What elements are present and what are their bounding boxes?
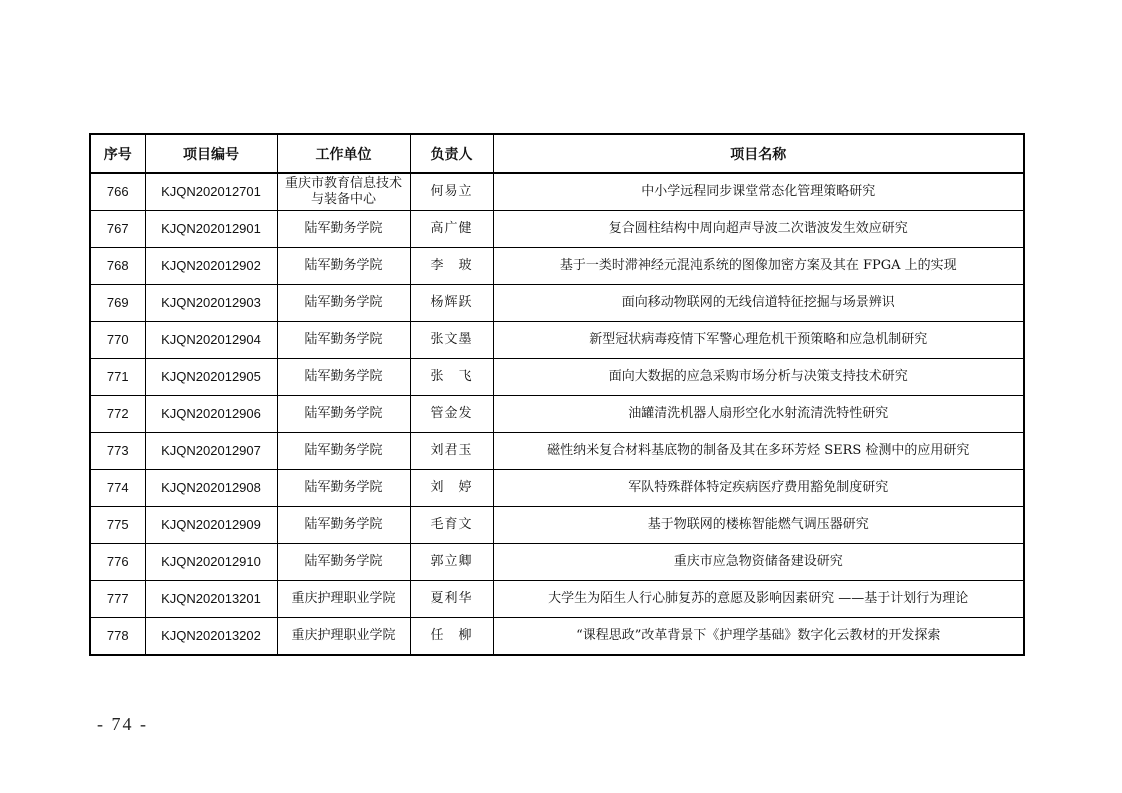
row-project-title: 新型冠状病毒疫情下军警心理危机干预策略和应急机制研究 bbox=[493, 322, 1024, 359]
row-project-code: KJQN202012901 bbox=[145, 211, 277, 248]
row-leader: 毛育文 bbox=[410, 507, 493, 544]
row-project-code: KJQN202012701 bbox=[145, 173, 277, 211]
table-row bbox=[90, 322, 1024, 359]
row-work-unit: 陆军勤务学院 bbox=[277, 433, 410, 470]
row-seq: 772 bbox=[90, 396, 145, 433]
row-leader: 张文墨 bbox=[410, 322, 493, 359]
row-leader: 杨辉跃 bbox=[410, 285, 493, 322]
table-row bbox=[90, 359, 1024, 396]
row-seq: 768 bbox=[90, 248, 145, 285]
row-seq: 769 bbox=[90, 285, 145, 322]
project-table bbox=[89, 133, 1025, 656]
row-work-unit: 重庆护理职业学院 bbox=[277, 618, 410, 656]
row-seq: 778 bbox=[90, 618, 145, 656]
row-leader: 管金发 bbox=[410, 396, 493, 433]
row-project-title: 中小学远程同步课堂常态化管理策略研究 bbox=[493, 173, 1024, 211]
header-seq: 序号 bbox=[90, 134, 145, 173]
row-work-unit: 陆军勤务学院 bbox=[277, 285, 410, 322]
header-project-code: 项目编号 bbox=[145, 134, 277, 173]
row-work-unit: 陆军勤务学院 bbox=[277, 359, 410, 396]
row-project-code: KJQN202013201 bbox=[145, 581, 277, 618]
row-project-title: 大学生为陌生人行心肺复苏的意愿及影响因素研究 ——基于计划行为理论 bbox=[493, 581, 1024, 618]
row-seq: 770 bbox=[90, 322, 145, 359]
header-leader: 负责人 bbox=[410, 134, 493, 173]
page-number: - 74 - bbox=[97, 714, 148, 734]
row-leader: 郭立卿 bbox=[410, 544, 493, 581]
table-row bbox=[90, 581, 1024, 618]
row-leader: 任 柳 bbox=[410, 618, 493, 656]
row-project-title: 军队特殊群体特定疾病医疗费用豁免制度研究 bbox=[493, 470, 1024, 507]
row-project-code: KJQN202012908 bbox=[145, 470, 277, 507]
table-row bbox=[90, 507, 1024, 544]
row-leader: 刘君玉 bbox=[410, 433, 493, 470]
table-row bbox=[90, 618, 1024, 656]
row-project-title: 复合圆柱结构中周向超声导波二次谐波发生效应研究 bbox=[493, 211, 1024, 248]
row-work-unit: 重庆市教育信息技术与装备中心 bbox=[277, 173, 410, 211]
row-project-title: 重庆市应急物资储备建设研究 bbox=[493, 544, 1024, 581]
row-project-code: KJQN202012904 bbox=[145, 322, 277, 359]
table-row bbox=[90, 211, 1024, 248]
row-leader: 高广健 bbox=[410, 211, 493, 248]
row-seq: 776 bbox=[90, 544, 145, 581]
row-work-unit: 重庆护理职业学院 bbox=[277, 581, 410, 618]
table-row bbox=[90, 173, 1024, 211]
row-work-unit: 陆军勤务学院 bbox=[277, 396, 410, 433]
row-work-unit: 陆军勤务学院 bbox=[277, 544, 410, 581]
row-leader: 夏利华 bbox=[410, 581, 493, 618]
row-project-title: 基于一类时滞神经元混沌系统的图像加密方案及其在 FPGA 上的实现 bbox=[493, 248, 1024, 285]
table-row bbox=[90, 470, 1024, 507]
row-project-code: KJQN202012909 bbox=[145, 507, 277, 544]
row-project-title: 油罐清洗机器人扇形空化水射流清洗特性研究 bbox=[493, 396, 1024, 433]
table-row bbox=[90, 544, 1024, 581]
row-work-unit: 陆军勤务学院 bbox=[277, 470, 410, 507]
row-leader: 何易立 bbox=[410, 173, 493, 211]
header-work-unit: 工作单位 bbox=[277, 134, 410, 173]
table-row bbox=[90, 285, 1024, 322]
row-work-unit: 陆军勤务学院 bbox=[277, 211, 410, 248]
row-seq: 771 bbox=[90, 359, 145, 396]
row-seq: 773 bbox=[90, 433, 145, 470]
row-seq: 766 bbox=[90, 173, 145, 211]
row-project-code: KJQN202012902 bbox=[145, 248, 277, 285]
row-project-title: “课程思政”改革背景下《护理学基础》数字化云教材的开发探索 bbox=[493, 618, 1024, 656]
row-seq: 774 bbox=[90, 470, 145, 507]
row-work-unit: 陆军勤务学院 bbox=[277, 322, 410, 359]
row-seq: 777 bbox=[90, 581, 145, 618]
row-project-title: 面向移动物联网的无线信道特征挖掘与场景辨识 bbox=[493, 285, 1024, 322]
row-work-unit: 陆军勤务学院 bbox=[277, 248, 410, 285]
table-header-row bbox=[90, 134, 1024, 173]
row-leader: 张 飞 bbox=[410, 359, 493, 396]
row-project-code: KJQN202013202 bbox=[145, 618, 277, 656]
table-row bbox=[90, 396, 1024, 433]
row-project-code: KJQN202012906 bbox=[145, 396, 277, 433]
row-project-code: KJQN202012903 bbox=[145, 285, 277, 322]
row-seq: 775 bbox=[90, 507, 145, 544]
table-row bbox=[90, 248, 1024, 285]
table-row bbox=[90, 433, 1024, 470]
row-project-title: 磁性纳米复合材料基底物的制备及其在多环芳烃 SERS 检测中的应用研究 bbox=[493, 433, 1024, 470]
row-leader: 李 玻 bbox=[410, 248, 493, 285]
row-project-title: 基于物联网的楼栋智能燃气调压器研究 bbox=[493, 507, 1024, 544]
row-project-code: KJQN202012907 bbox=[145, 433, 277, 470]
row-project-code: KJQN202012905 bbox=[145, 359, 277, 396]
row-leader: 刘 婷 bbox=[410, 470, 493, 507]
row-project-code: KJQN202012910 bbox=[145, 544, 277, 581]
row-project-title: 面向大数据的应急采购市场分析与决策支持技术研究 bbox=[493, 359, 1024, 396]
row-work-unit: 陆军勤务学院 bbox=[277, 507, 410, 544]
row-seq: 767 bbox=[90, 211, 145, 248]
header-project-title: 项目名称 bbox=[493, 134, 1024, 173]
